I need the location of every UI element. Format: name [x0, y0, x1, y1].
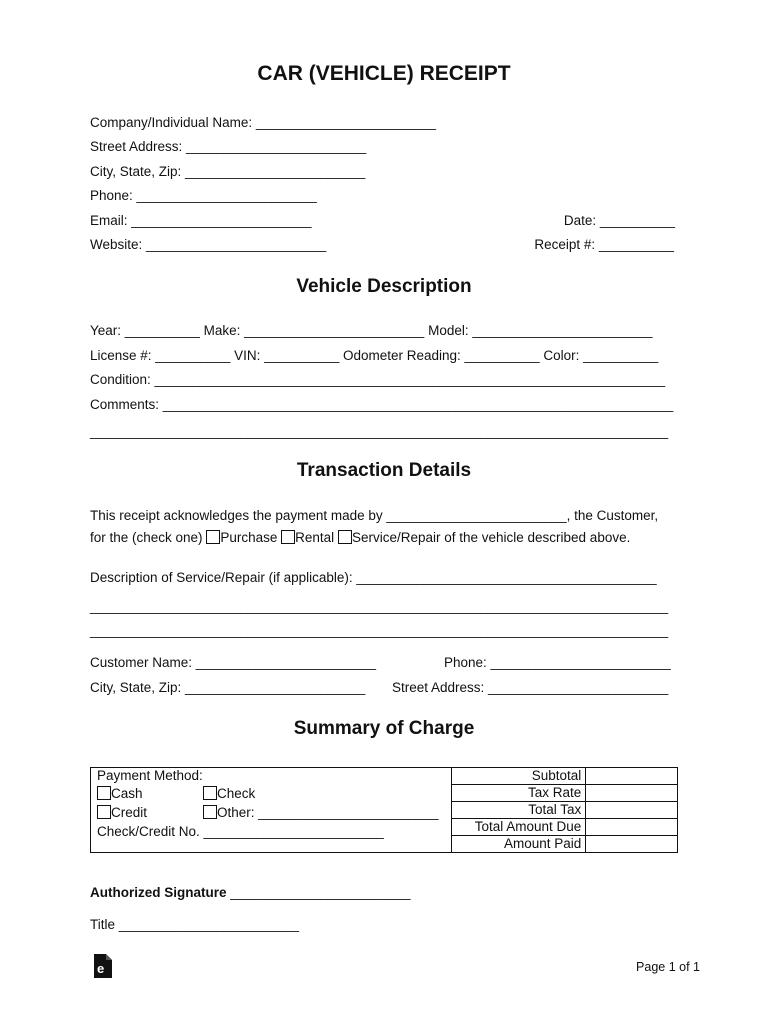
payment-method-cell: [91, 768, 452, 853]
website-field[interactable]: Website: ________________________: [90, 237, 327, 252]
check-credit-number-field[interactable]: Check/Credit No. ________________________: [97, 824, 384, 839]
service-description-field[interactable]: Description of Service/Repair (if applicable): ________________________________________: [90, 570, 657, 585]
service-description-blank-line-2[interactable]: _____________________________________________________________________________: [90, 623, 669, 638]
rental-checkbox[interactable]: [281, 530, 295, 544]
total-tax-label: Total Tax: [452, 802, 586, 819]
page-number: Page 1 of 1: [636, 960, 700, 974]
customer-street-address-field[interactable]: Street Address: ________________________: [392, 680, 669, 695]
transaction-details-heading: Transaction Details: [296, 460, 472, 481]
vehicle-license-vin-line[interactable]: License #: __________ VIN: __________ Odometer Reading: __________ Color: __________: [90, 348, 659, 363]
other-label[interactable]: Other: ________________________: [217, 805, 439, 820]
subtotal-value[interactable]: [586, 768, 678, 785]
vehicle-year-make-model-line[interactable]: Year: __________ Make: ________________________ Model: ________________________: [90, 323, 653, 338]
tax-rate-label: Tax Rate: [452, 785, 586, 802]
credit-label: Credit: [111, 805, 148, 820]
subtotal-label: Subtotal: [452, 768, 586, 785]
document-e-logo-icon: [92, 953, 114, 984]
transaction-type-line: [90, 530, 630, 545]
amount-paid-value[interactable]: [586, 836, 678, 853]
total-amount-due-label: Total Amount Due: [452, 819, 586, 836]
authorized-signature-line[interactable]: [90, 885, 410, 900]
vehicle-condition-field[interactable]: Condition: ____________________________________________________________________: [90, 372, 666, 387]
payment-method-label: Payment Method:: [97, 768, 203, 783]
customer-city-state-zip-field[interactable]: City, State, Zip: ________________________: [90, 680, 366, 695]
rental-label: Rental: [295, 530, 335, 545]
credit-checkbox[interactable]: [97, 805, 111, 819]
credit-option: [97, 805, 147, 820]
cash-label: Cash: [111, 786, 143, 801]
summary-table: [90, 767, 678, 853]
company-name-field[interactable]: Company/Individual Name: ________________________: [90, 115, 437, 130]
cash-checkbox[interactable]: [97, 786, 111, 800]
cash-option: [97, 786, 143, 801]
authorized-signature-blank[interactable]: ________________________: [230, 885, 411, 900]
service-description-blank-line-1[interactable]: _____________________________________________________________________________: [90, 599, 669, 614]
street-address-field[interactable]: Street Address: ________________________: [90, 139, 367, 154]
total-tax-value[interactable]: [586, 802, 678, 819]
total-amount-due-value[interactable]: [586, 819, 678, 836]
receipt-number-field[interactable]: Receipt #: __________: [534, 237, 674, 252]
title-field[interactable]: Title ________________________: [90, 917, 299, 932]
summary-of-charge-heading: Summary of Charge: [293, 718, 475, 739]
date-field[interactable]: Date: __________: [563, 213, 675, 228]
check-checkbox[interactable]: [203, 786, 217, 800]
authorized-signature-label: Authorized Signature: [90, 885, 227, 900]
check-one-label: for the (check one): [90, 530, 203, 545]
check-option: [203, 786, 255, 801]
city-state-zip-field[interactable]: City, State, Zip: ________________________: [90, 164, 366, 179]
other-checkbox[interactable]: [203, 805, 217, 819]
amount-paid-label: Amount Paid: [452, 836, 586, 853]
customer-phone-field[interactable]: Phone: ________________________: [444, 655, 671, 670]
email-field[interactable]: Email: ________________________: [90, 213, 312, 228]
svg-text:e: e: [97, 961, 105, 976]
service-repair-label: Service/Repair of the vehicle described above.: [351, 530, 631, 545]
check-label: Check: [217, 786, 256, 801]
service-repair-checkbox[interactable]: [338, 530, 352, 544]
tax-rate-value[interactable]: [586, 785, 678, 802]
vehicle-description-heading: Vehicle Description: [296, 276, 472, 297]
purchase-label: Purchase: [220, 530, 278, 545]
vehicle-comments-blank-line[interactable]: _____________________________________________________________________________: [90, 424, 669, 439]
vehicle-comments-field[interactable]: Comments: ____________________________________________________________________: [90, 397, 674, 412]
customer-name-field[interactable]: Customer Name: ________________________: [90, 655, 376, 670]
phone-field[interactable]: Phone: ________________________: [90, 188, 317, 203]
purchase-checkbox[interactable]: [206, 530, 220, 544]
other-option: [203, 805, 438, 820]
payment-acknowledgement-text[interactable]: This receipt acknowledges the payment made by ________________________, the Customer,: [90, 508, 659, 523]
document-title: CAR (VEHICLE) RECEIPT: [257, 62, 511, 85]
